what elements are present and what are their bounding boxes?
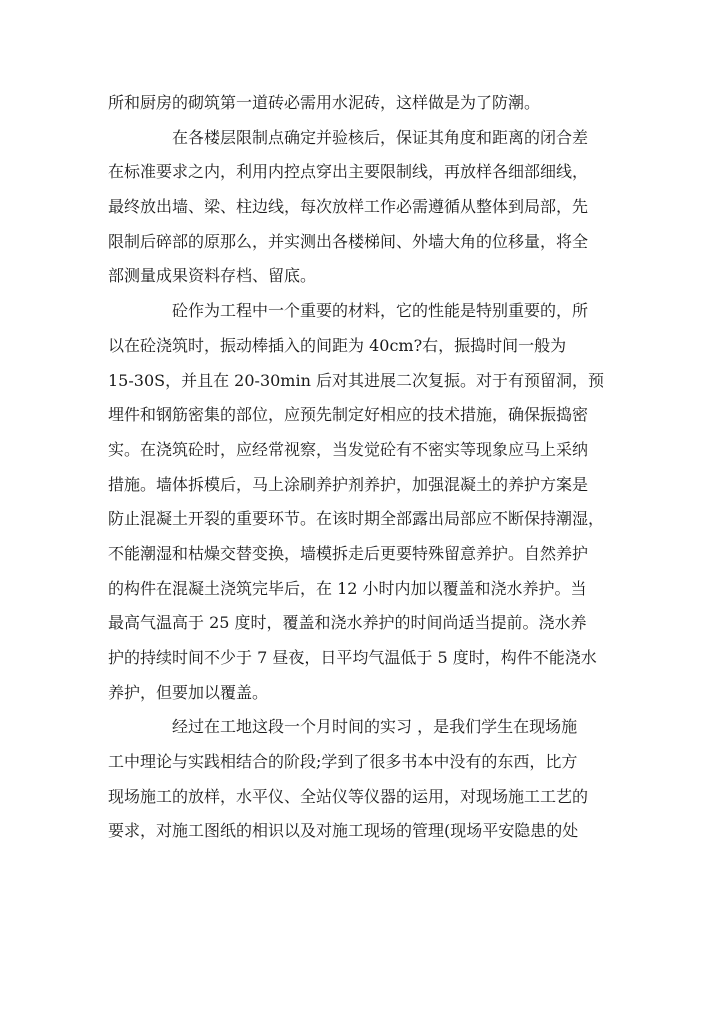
text-line: 要求，对施工图纸的相识以及对施工现场的管理(现场平安隐患的处 bbox=[108, 821, 579, 841]
text-line: 15-30S，并且在 20-30min 后对其进展二次复振。对于有预留洞，预 bbox=[108, 370, 604, 390]
paragraph-first-line: 经过在工地这段一个月时间的实习 ，是我们学生在现场施 bbox=[172, 717, 578, 737]
text-line: 最高气温高于 25 度时，覆盖和浇水养护的时间尚适当提前。浇水养 bbox=[108, 613, 587, 633]
text-line: 现场施工的放样，水平仪、全站仪等仪器的运用，对现场施工工艺的 bbox=[108, 786, 589, 806]
text-line: 在标准要求之内，利用内控点穿出主要限制线，再放样各细部细线， bbox=[108, 162, 589, 182]
text-line: 的构件在混凝土浇筑完毕后，在 12 小时内加以覆盖和浇水养护。当 bbox=[108, 578, 587, 598]
body-text bbox=[108, 86, 618, 849]
text-line: 防止混凝土开裂的重要环节。在该时期全部露出局部应不断保持潮湿， bbox=[108, 509, 605, 529]
text-line: 部测量成果资料存档、留底。 bbox=[108, 266, 317, 286]
text-line: 以在砼浇筑时，振动棒插入的间距为 40cm?右，振捣时间一般为 bbox=[108, 335, 567, 355]
paragraph-first-line: 砼作为工程中一个重要的材料，它的性能是特别重要的，所 bbox=[172, 301, 589, 321]
text-line: 埋件和钢筋密集的部位，应预先制定好相应的技术措施，确保振捣密 bbox=[108, 405, 589, 425]
paragraph-first-line: 在各楼层限制点确定并验核后，保证其角度和距离的闭合差 bbox=[172, 127, 589, 147]
text-line: 实。在浇筑砼时，应经常视察，当发觉砼有不密实等现象应马上采纳 bbox=[108, 439, 589, 459]
text-line: 护的持续时间不少于 7 昼夜，日平均气温低于 5 度时，构件不能浇水 bbox=[108, 648, 597, 667]
text-line: 限制后碎部的原那么，并实测出各楼梯间、外墙大角的位移量，将全 bbox=[108, 231, 589, 251]
text-line: 养护，但要加以覆盖。 bbox=[108, 682, 269, 702]
text-line: 工中理论与实践相结合的阶段;学到了很多书本中没有的东西，比方 bbox=[108, 752, 578, 772]
text-line: 不能潮湿和枯燥交替变换，墙模拆走后更要特殊留意养护。自然养护 bbox=[108, 543, 589, 563]
text-line: 所和厨房的砌筑第一道砖必需用水泥砖，这样做是为了防潮。 bbox=[108, 93, 541, 112]
text-line: 措施。墙体拆模后，马上涂刷养护剂养护，加强混凝土的养护方案是 bbox=[108, 474, 589, 494]
text-line: 最终放出墙、梁、柱边线，每次放样工作必需遵循从整体到局部，先 bbox=[108, 197, 589, 217]
